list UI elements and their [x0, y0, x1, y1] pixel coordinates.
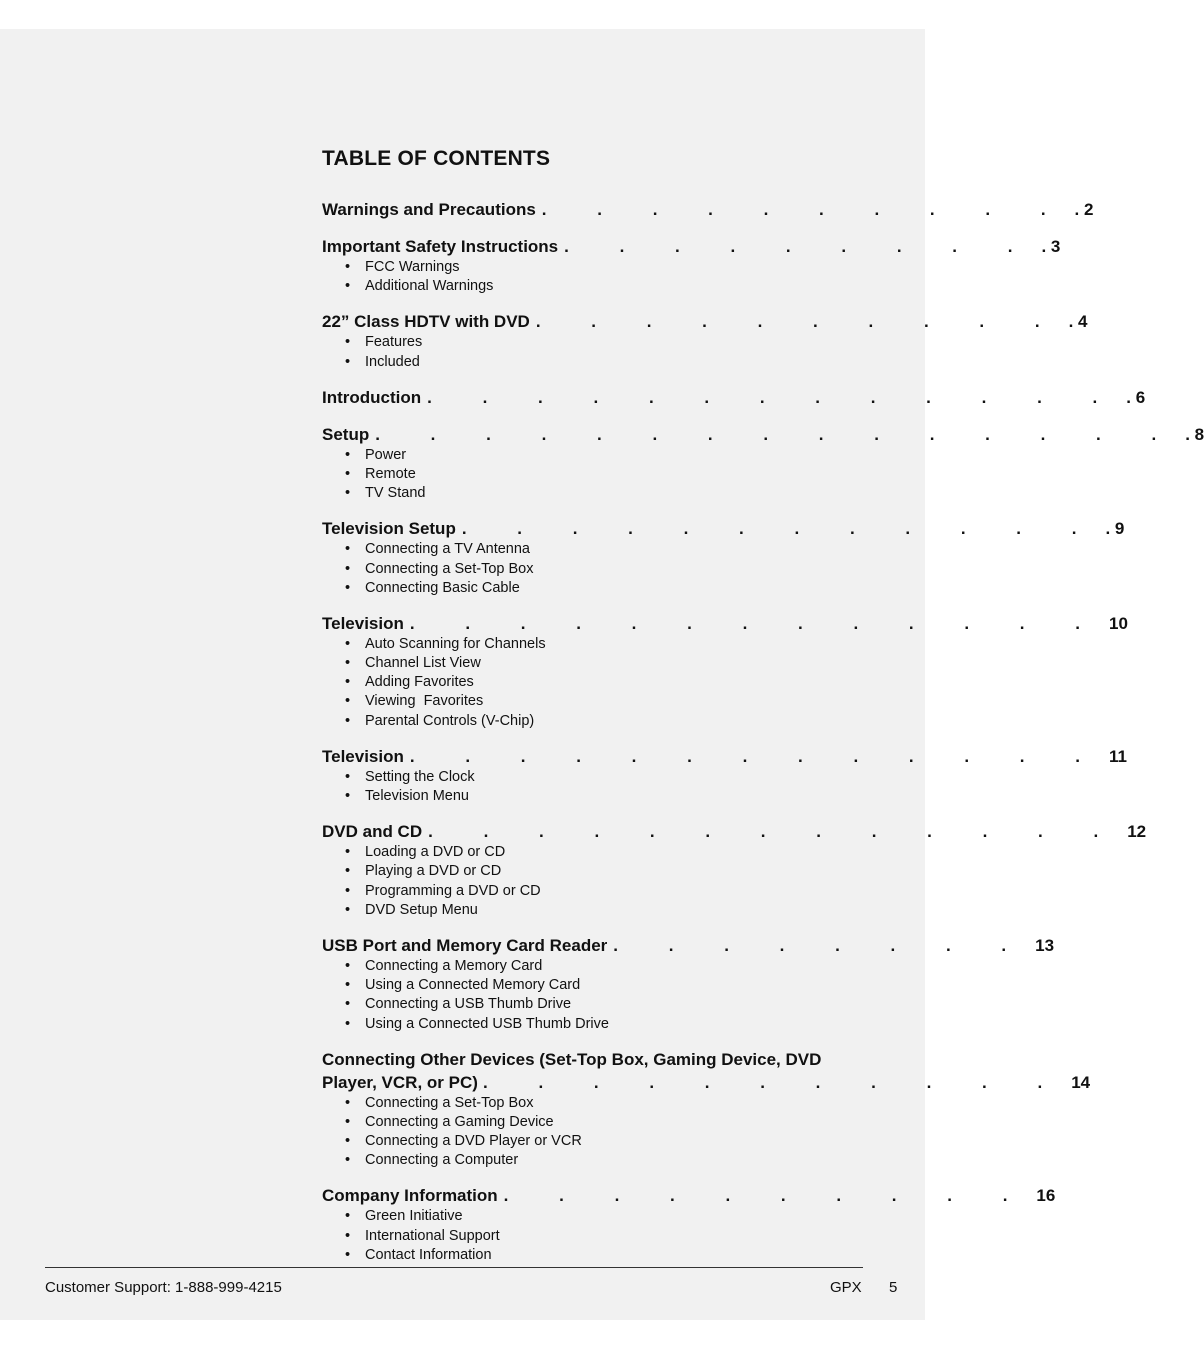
toc-subitem[interactable]	[345, 692, 863, 711]
toc-subitem-label: Connecting a TV Antenna	[365, 541, 530, 558]
toc-heading[interactable]: DVD and CD	[322, 822, 423, 842]
toc-subitem[interactable]	[345, 882, 863, 901]
toc-subitem[interactable]	[345, 654, 863, 673]
toc-subitem-label: TV Stand	[365, 485, 426, 502]
toc-entry[interactable]	[322, 198, 1094, 221]
bullet-icon: •	[345, 259, 351, 275]
toc-page-number: 11	[1108, 746, 1127, 766]
toc-heading[interactable]: Television	[322, 746, 404, 766]
toc-dot-leader: . . . . . . . . . . . . .	[409, 613, 1103, 633]
toc-subitem-label: International Support	[365, 1227, 500, 1244]
toc-dot-leader: . . . . . . . . .	[564, 237, 1036, 256]
toc-heading[interactable]: Important Safety Instructions	[322, 237, 559, 256]
toc-heading[interactable]: Introduction	[322, 387, 422, 407]
toc-subitem-label: Television Menu	[365, 788, 469, 804]
toc-heading[interactable]: Warnings and Precautions	[322, 200, 536, 219]
bullet-icon: •	[345, 1152, 351, 1169]
toc-subitem[interactable]	[345, 484, 863, 503]
toc-entries	[322, 198, 1204, 1265]
bullet-icon: •	[345, 334, 351, 351]
toc-subitem[interactable]	[345, 1246, 863, 1265]
toc-heading[interactable]: Company Information	[322, 1186, 498, 1206]
toc-subitem[interactable]	[345, 1015, 863, 1034]
bullet-icon: •	[345, 278, 351, 295]
bullet-icon: •	[345, 712, 351, 729]
toc-page-number: . 3	[1041, 237, 1061, 256]
bullet-icon: •	[345, 1094, 351, 1111]
toc-subitem-label: Loading a DVD or CD	[365, 844, 506, 861]
toc-entry[interactable]	[322, 934, 1055, 1034]
toc-title: TABLE OF CONTENTS	[322, 147, 551, 170]
toc-dot-leader: . . . . . . . . . .	[503, 1186, 1031, 1206]
toc-page-number: 13	[1035, 935, 1055, 955]
bullet-icon: •	[345, 465, 351, 482]
toc-subitems	[322, 333, 863, 371]
bullet-icon: •	[345, 863, 351, 880]
toc-page-number: . 9	[1105, 519, 1125, 539]
bullet-icon: •	[345, 768, 351, 785]
toc-subitem[interactable]	[345, 277, 863, 296]
bullet-icon: •	[345, 996, 351, 1013]
bullet-icon: •	[345, 485, 351, 502]
bullet-icon: •	[345, 635, 351, 652]
toc-heading[interactable]: Connecting Other Devices (Set-Top Box, Gaming Device, DVD Player, VCR, or PC)	[322, 1049, 822, 1092]
toc-subitem[interactable]	[345, 901, 863, 920]
toc-subitem[interactable]	[345, 1151, 863, 1170]
toc-heading-row	[322, 517, 1125, 540]
toc-heading-row	[322, 386, 1146, 409]
toc-subitem[interactable]	[345, 579, 863, 598]
toc-subitem[interactable]	[345, 995, 863, 1014]
toc-subitem-label: Green Initiative	[365, 1208, 463, 1225]
toc-subitem[interactable]	[345, 635, 863, 654]
toc-dot-leader: . . . . . . . . . . .	[483, 1072, 1066, 1092]
toc-heading[interactable]: Television Setup	[322, 519, 456, 539]
toc-subitem[interactable]	[345, 957, 863, 976]
toc-subitems	[322, 1094, 863, 1171]
bullet-icon: •	[345, 560, 351, 577]
toc-subitem-label: Connecting a Memory Card	[365, 957, 543, 974]
bullet-icon: •	[345, 541, 351, 558]
bullet-icon: •	[345, 977, 351, 994]
toc-entry[interactable]	[322, 310, 1088, 371]
toc-subitem-label: Remote	[365, 465, 416, 482]
toc-subitem[interactable]	[345, 258, 863, 277]
toc-subitem[interactable]	[345, 1207, 863, 1226]
toc-subitem-label: FCC Warnings	[365, 259, 460, 275]
toc-subitems	[322, 843, 863, 920]
bullet-icon: •	[345, 674, 351, 691]
toc-subitems	[322, 1207, 863, 1265]
toc-page-number: . 2	[1074, 200, 1094, 219]
toc-heading-row	[322, 820, 1147, 843]
toc-heading-row	[322, 423, 1204, 446]
toc-subitem[interactable]	[345, 333, 863, 352]
toc-entry[interactable]	[322, 423, 1204, 504]
footer-divider	[45, 1267, 863, 1268]
toc-heading[interactable]: 22” Class HDTV with DVD	[322, 312, 530, 332]
toc-dot-leader: . . . . . . . . . . . . .	[409, 746, 1103, 766]
toc-subitem[interactable]	[345, 1227, 863, 1246]
toc-subitem-label: Features	[365, 334, 423, 351]
footer-page-number: 5	[889, 1279, 898, 1296]
toc-subitem-label: Using a Connected Memory Card	[365, 977, 581, 994]
bullet-icon: •	[345, 446, 351, 463]
toc-heading-row	[322, 198, 1094, 221]
toc-entry[interactable]	[322, 745, 1127, 806]
toc-heading[interactable]: Setup	[322, 424, 370, 444]
toc-entry[interactable]	[322, 612, 1128, 731]
toc-subitem-label: Additional Warnings	[365, 278, 494, 295]
toc-subitem-label: Using a Connected USB Thumb Drive	[365, 1015, 609, 1032]
toc-heading-row	[322, 1184, 1056, 1207]
toc-subitems	[322, 258, 863, 296]
toc-subitem-label: Contact Information	[365, 1246, 492, 1263]
toc-subitem-label: Parental Controls (V-Chip)	[365, 712, 535, 729]
toc-subitem-label: DVD Setup Menu	[365, 901, 478, 918]
toc-heading-row	[322, 235, 1061, 258]
toc-heading-row	[322, 934, 1055, 957]
toc-dot-leader: . . . . . . . . . . . . . . .	[375, 424, 1180, 444]
bullet-icon: •	[345, 788, 351, 804]
toc-subitems	[322, 635, 863, 731]
footer-brand: GPX	[830, 1279, 862, 1296]
toc-subitem[interactable]	[345, 862, 863, 881]
toc-subitem-label: Connecting a DVD Player or VCR	[365, 1133, 582, 1150]
toc-subitem[interactable]	[345, 673, 863, 692]
toc-entry[interactable]	[322, 1048, 1091, 1171]
bullet-icon: •	[345, 1015, 351, 1032]
toc-subitem[interactable]	[345, 768, 863, 787]
toc-page-number: . 8	[1185, 424, 1204, 444]
toc-subitem-label: Connecting Basic Cable	[365, 579, 520, 596]
toc-subitem-label: Connecting a Set-Top Box	[365, 560, 534, 577]
toc-subitem-label: Connecting a Set-Top Box	[365, 1094, 534, 1111]
toc-heading-row	[322, 745, 1127, 768]
bullet-icon: •	[345, 844, 351, 861]
bullet-icon: •	[345, 1113, 351, 1130]
toc-dot-leader: . . . . . . . . . . . .	[461, 519, 1100, 539]
toc-subitems	[322, 768, 863, 806]
footer-support: Customer Support: 1-888-999-4215	[45, 1279, 282, 1296]
bullet-icon: •	[345, 901, 351, 918]
bullet-icon: •	[345, 957, 351, 974]
toc-subitem-label: Viewing Favorites	[365, 693, 484, 710]
toc-subitem[interactable]	[345, 465, 863, 484]
toc-dot-leader: . . . . . . . . . . . . .	[428, 822, 1122, 842]
toc-page-number: 14	[1071, 1072, 1091, 1092]
bullet-icon: •	[345, 1208, 351, 1225]
toc-subitem-label: Adding Favorites	[365, 674, 474, 691]
toc-entry[interactable]	[322, 820, 1147, 920]
toc-entry[interactable]	[322, 235, 1061, 296]
toc-subitem-label: Setting the Clock	[365, 768, 475, 785]
toc-subitem-label: Auto Scanning for Channels	[365, 635, 546, 652]
toc-dot-leader: . . . . . . . . . .	[535, 312, 1063, 332]
toc-subitem-label: Included	[365, 353, 420, 370]
toc-subitems	[322, 446, 863, 504]
bullet-icon: •	[345, 882, 351, 899]
toc-subitem[interactable]	[345, 540, 863, 559]
toc-subitems	[322, 540, 863, 598]
toc-subitem-label: Channel List View	[365, 655, 481, 672]
bullet-icon: •	[345, 1246, 351, 1263]
toc-subitem[interactable]	[345, 843, 863, 862]
bullet-icon: •	[345, 693, 351, 710]
toc-dot-leader: . . . . . . . . . . . . .	[427, 387, 1121, 407]
toc-heading[interactable]: USB Port and Memory Card Reader	[322, 935, 608, 955]
toc-subitem[interactable]	[345, 560, 863, 579]
toc-heading-row	[322, 612, 1128, 635]
bullet-icon: •	[345, 655, 351, 672]
toc-subitem-label: Programming a DVD or CD	[365, 882, 541, 899]
toc-dot-leader: . . . . . . . . . .	[541, 200, 1069, 219]
toc-subitem[interactable]	[345, 712, 863, 731]
bullet-icon: •	[345, 579, 351, 596]
toc-page-number: 16	[1036, 1186, 1056, 1206]
toc-subitem-label: Connecting a Computer	[365, 1152, 519, 1169]
toc-subitem[interactable]	[345, 353, 863, 372]
toc-entry[interactable]	[322, 1184, 1056, 1265]
toc-subitem[interactable]	[345, 1132, 863, 1151]
bullet-icon: •	[345, 1227, 351, 1244]
toc-subitem[interactable]	[345, 1113, 863, 1132]
toc-subitem[interactable]	[345, 1094, 863, 1113]
toc-dot-leader: . . . . . . . .	[613, 935, 1030, 955]
toc-subitem-label: Playing a DVD or CD	[365, 863, 502, 880]
toc-page-number: . 6	[1126, 387, 1146, 407]
toc-subitem-label: Connecting a USB Thumb Drive	[365, 996, 572, 1013]
toc-page-number: 12	[1127, 822, 1147, 842]
bullet-icon: •	[345, 353, 351, 370]
toc-subitems	[322, 957, 863, 1034]
toc-subitem[interactable]	[345, 446, 863, 465]
toc-subitem[interactable]	[345, 976, 863, 995]
bullet-icon: •	[345, 1133, 351, 1150]
toc-page-number: 10	[1108, 613, 1128, 633]
toc-page-number: . 4	[1068, 312, 1088, 332]
toc-entry[interactable]	[322, 386, 1146, 409]
toc-subitem-label: Connecting a Gaming Device	[365, 1113, 554, 1130]
toc-entry[interactable]	[322, 517, 1125, 598]
toc-heading-row	[322, 1048, 1091, 1094]
toc-heading-row	[322, 310, 1088, 333]
toc-subitem[interactable]	[345, 787, 863, 806]
toc-heading[interactable]: Television	[322, 613, 404, 633]
toc-subitem-label: Power	[365, 446, 407, 463]
